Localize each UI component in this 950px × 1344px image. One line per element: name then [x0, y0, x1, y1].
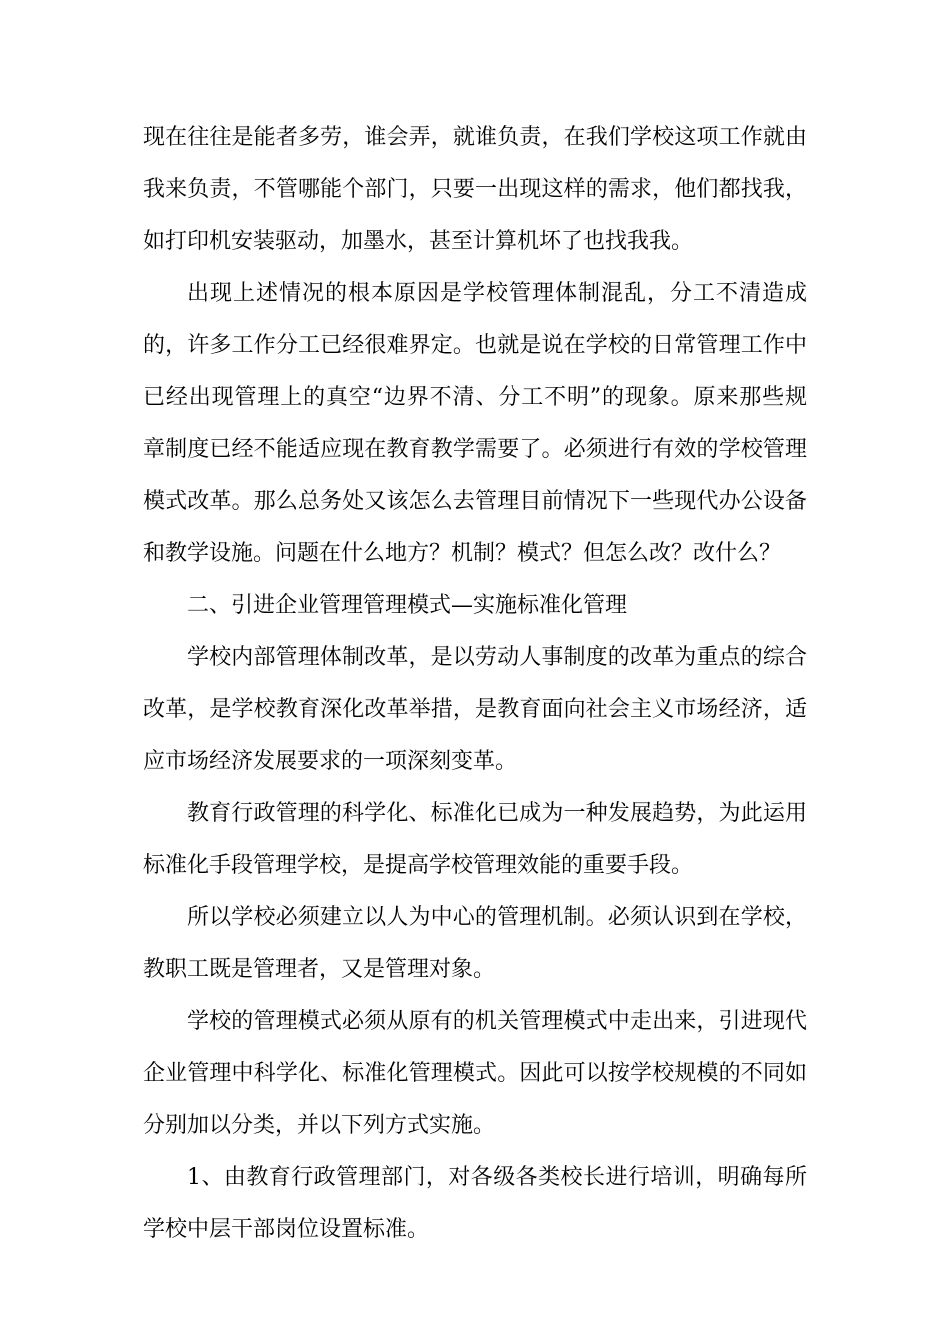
text-line: 模式改革。那么总务处又该怎么去管理目前情况下一些现代办公设备 [143, 489, 807, 514]
document-body [143, 112, 807, 1256]
paragraph-first-line: 出现上述情况的根本原因是学校管理体制混乱，分工不清造成 [187, 281, 807, 306]
text-line: 的，许多工作分工已经很难界定。也就是说在学校的日常管理工作中 [143, 333, 807, 358]
text-line: 学校中层干部岗位设置标准。 [143, 1217, 430, 1242]
text-line: 分别加以分类，并以下列方式实施。 [143, 1113, 496, 1138]
text-line: 和教学设施。问题在什么地方？机制？模式？但怎么改？改什么？ [143, 541, 782, 566]
paragraph-first-line: 学校内部管理体制改革，是以劳动人事制度的改革为重点的综合 [187, 645, 807, 670]
text-line: 应市场经济发展要求的一项深刻变革。 [143, 749, 518, 774]
text-line: 标准化手段管理学校，是提高学校管理效能的重要手段。 [143, 853, 694, 878]
text-line: 现在往往是能者多劳，谁会弄，就谁负责，在我们学校这项工作就由 [143, 125, 807, 150]
text-line: 章制度已经不能适应现在教育教学需要了。必须进行有效的学校管理 [143, 437, 807, 462]
text-line: 我来负责，不管哪能个部门，只要一出现这样的需求，他们都找我， [143, 177, 807, 202]
paragraph-first-line: 1、由教育行政管理部门，对各级各类校长进行培训，明确每所 [187, 1165, 807, 1190]
text-line: 企业管理中科学化、标准化管理模式。因此可以按学校规模的不同如 [143, 1061, 807, 1086]
section-heading: 二、引进企业管理管理模式—实施标准化管理 [187, 593, 628, 618]
text-line: 已经出现管理上的真空“边界不清、分工不明”的现象。原来那些规 [143, 385, 807, 410]
text-line: 教职工既是管理者，又是管理对象。 [143, 957, 496, 982]
text-line: 改革，是学校教育深化改革举措，是教育面向社会主义市场经济，适 [143, 697, 807, 722]
paragraph-first-line: 学校的管理模式必须从原有的机关管理模式中走出来，引进现代 [187, 1009, 807, 1034]
text-line: 如打印机安装驱动，加墨水，甚至计算机坏了也找我我。 [143, 229, 694, 254]
paragraph-first-line: 所以学校必须建立以人为中心的管理机制。必须认识到在学校， [187, 905, 807, 930]
paragraph-first-line: 教育行政管理的科学化、标准化已成为一种发展趋势，为此运用 [187, 801, 807, 826]
